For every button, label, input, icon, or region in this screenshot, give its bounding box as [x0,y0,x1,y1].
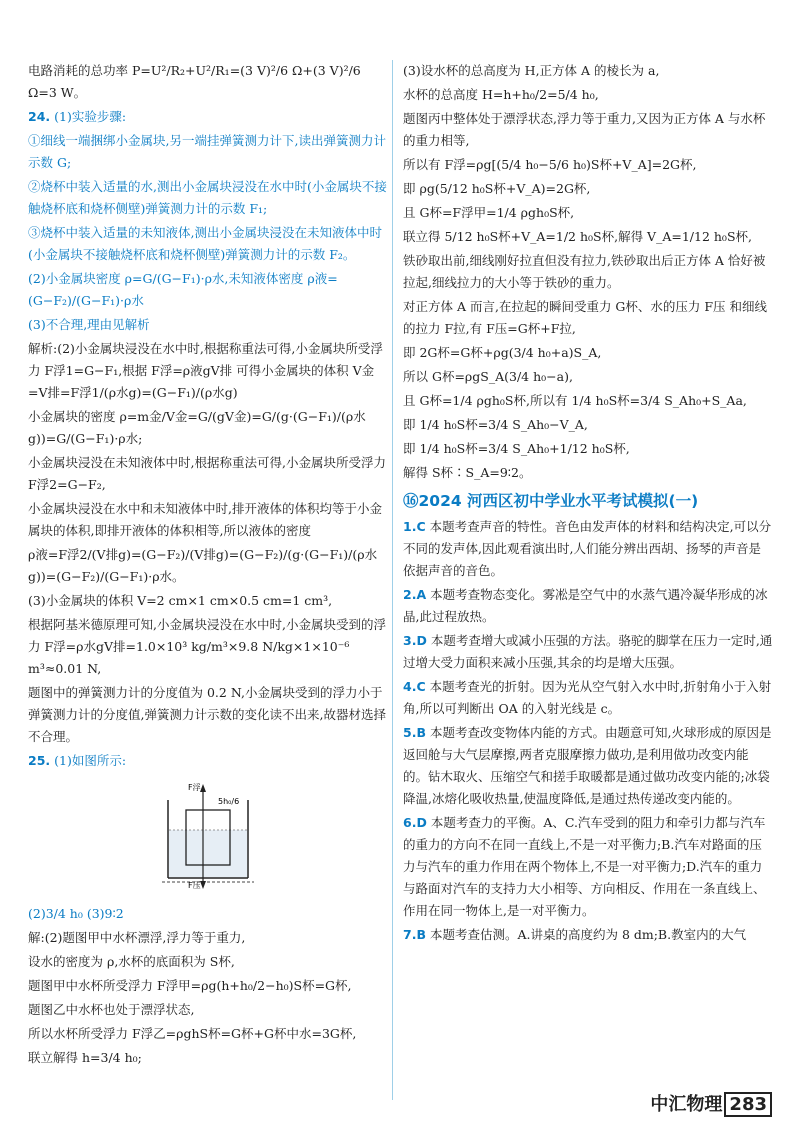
q25-solution-2: 设水的密度为 ρ,水杯的底面积为 S杯, [28,954,235,969]
q24-analysis-1: 解析:(2)小金属块浸没在水中时,根据称重法可得,小金属块所受浮力 F浮1=G−F₁,根据 F浮=ρ液gV排 可得小金属块的体积 V金=V排=F浮1/(ρ水g)=(G−F₁)/(ρ水g) [28,341,383,400]
q24-analysis-6: (3)小金属块的体积 V=2 cm×1 cm×0.5 cm=1 cm³, [28,593,333,608]
answer-item [403,516,773,582]
left-column [28,60,388,1071]
q25-number: 25. [28,753,51,768]
q25-cont-11: 所以 G杯=ρgS_A(3/4 h₀−a), [403,369,573,384]
q25-solution-3: 题图甲中水杯所受浮力 F浮甲=ρg(h+h₀/2−h₀)S杯=G杯, [28,978,352,993]
answer-item-number: 3.D [403,633,427,648]
answer-item-text: 本题考查物态变化。雾凇是空气中的水蒸气遇冷凝华形成的冰晶,此过程放热。 [403,587,768,624]
force-down-arrowhead [200,881,206,889]
answer-item-text: 本题考查力的平衡。A、C.汽车受到的阻力和牵引力都与汽车的重力的方向不在同一直线上,不是一对平衡力;B.汽车对路面的压力与汽车的重力作用在两个物体上,不是一对平衡力;D.汽车的重力与路面对汽车的支持力大小相等、方向相反、作用在一条直线上、作用在同一物体上,是一对平衡力。 [403,815,766,918]
answer-list [403,516,773,946]
q25-cont-6: 且 G杯=F浮甲=1/4 ρgh₀S杯, [403,205,575,220]
q25-cont-3: 题图丙中整体处于漂浮状态,浮力等于重力,又因为正方体 A 与水杯的重力相等, [403,111,766,148]
force-up-arrowhead [200,784,206,792]
page-footer [650,1090,772,1116]
q25-part1 [28,750,388,772]
q25-cont-9: 对正方体 A 而言,在拉起的瞬间受重力 G杯、水的压力 F压 和细线的拉力 F拉,有 F压=G杯+F拉, [403,299,768,336]
q25-cont-5: 即 ρg(5/12 h₀S杯+V_A)=2G杯, [403,181,591,196]
q24-number: 24. [28,109,51,124]
q24-step1: ①细线一端捆绑小金属块,另一端挂弹簧测力计下,读出弹簧测力计示数 G; [28,133,386,170]
answer-item [403,630,773,674]
answer-item [403,812,773,922]
answer-item [403,924,773,946]
power-formula-line: 电路消耗的总功率 P=U²/R₂+U²/R₁=(3 V)²/6 Ω+(3 V)²/6 Ω=3 W。 [28,63,361,100]
q25-cont-13: 即 1/4 h₀S杯=3/4 S_Ah₀−V_A, [403,417,588,432]
q25-part1-label: (1)如图所示: [54,753,127,768]
answer-item-text: 本题考查声音的特性。音色由发声体的材料和结构决定,可以分不同的发声体,因此观看演出时,人们能分辨出西胡、扬琴的声音是依据声音的音色。 [403,519,772,578]
q25-solution-4: 题图乙中水杯也处于漂浮状态, [28,1002,195,1017]
q24-analysis-7: 根据阿基米德原理可知,小金属块浸没在水中时,小金属块受到的浮力 F浮=ρ水gV排=1.0×10³ kg/m³×9.8 N/kg×1×10⁻⁶ m³≈0.01 N, [28,617,386,676]
fig-label-f-down: F压 [188,881,201,890]
right-column [403,60,773,948]
q24-analysis-8: 题图中的弹簧测力计的分度值为 0.2 N,小金属块受到的浮力小于弹簧测力计的分度值,弹簧测力计示数的变化读不出来,故器材选择不合理。 [28,685,386,744]
q24-part1-head [28,106,388,128]
q25-answers: (2)3/4 h₀ (3)9∶2 [28,906,124,921]
answer-item-number: 1.C [403,519,426,534]
q25-cont-1: (3)设水杯的总高度为 H,正方体 A 的棱长为 a, [403,63,660,78]
q25-cont-14: 即 1/4 h₀S杯=3/4 S_Ah₀+1/12 h₀S杯, [403,441,630,456]
q25-solution-6: 联立解得 h=3/4 h₀; [28,1050,142,1065]
answer-item-number: 2.A [403,587,427,602]
section-heading [403,490,773,512]
section-title-text: 2024 河西区初中学业水平考试模拟(一) [418,492,699,510]
q24-analysis-5: ρ液=F浮2/(V排g)=(G−F₂)/(V排g)=(G−F₂)/(g·(G−F₁)/(ρ水g))=(G−F₂)/(G−F₁)·ρ水。 [28,547,378,584]
footer-brand: 中汇物理 [650,1094,723,1115]
answer-item [403,676,773,720]
answer-item [403,584,773,628]
fig-label-f-up: F浮 [188,783,201,792]
water-fill [169,830,247,877]
q24-step2: ②烧杯中装入适量的水,测出小金属块浸没在水中时(小金属块不接触烧杯底和烧杯侧壁)弹簧测力计的示数 F₁; [28,179,387,216]
q25-solution-5: 所以水杯所受浮力 F浮乙=ρghS杯=G杯+G杯中水=3G杯, [28,1026,357,1041]
q24-analysis-2: 小金属块的密度 ρ=m金/V金=G/(gV金)=G/(g·(G−F₁)/(ρ水g))=G/(G−F₁)·ρ水; [28,409,366,446]
answer-item-text: 本题考查增大或减小压强的方法。骆驼的脚掌在压力一定时,通过增大受力面积来减小压强,其余的均是增大压强。 [403,633,773,670]
q24-part2: (2)小金属块密度 ρ=G/(G−F₁)·ρ水,未知液体密度 ρ液=(G−F₂)/(G−F₁)·ρ水 [28,271,338,308]
q25-solution-1: 解:(2)题图甲中水杯漂浮,浮力等于重力, [28,930,246,945]
page-number: 283 [724,1092,772,1117]
q25-cont-7: 联立得 5/12 h₀S杯+V_A=1/2 h₀S杯,解得 V_A=1/12 h₀S杯, [403,229,752,244]
answer-item-text: 本题考查估测。A.讲桌的高度约为 8 dm;B.教室内的大气 [429,927,747,942]
q25-cont-10: 即 2G杯=G杯+ρg(3/4 h₀+a)S_A, [403,345,602,360]
q24-analysis-4: 小金属块浸没在水中和未知液体中时,排开液体的体积均等于小金属块的体积,即排开液体的体积相等,所以液体的密度 [28,501,382,538]
section-number: ⑯ [403,492,419,510]
q25-cont-8: 铁砂取出前,细线刚好拉直但没有拉力,铁砂取出后正方体 A 恰好被拉起,细线拉力的大小等于铁砂的重力。 [403,253,766,290]
column-divider [392,60,393,1100]
q24-part1-label: (1)实验步骤: [54,109,127,124]
answer-item-number: 5.B [403,725,426,740]
answer-item-text: 本题考查改变物体内能的方式。由题意可知,火球形成的原因是返回舱与大气层摩擦,两者克服摩擦力做功,是利用做功改变内能的。钻木取火、压缩空气和搓手取暖都是通过做功改变内能的;冰袋降温,冰熔化吸收热量,使温度降低,是通过热传递改变内能的。 [403,725,772,806]
q25-cont-2: 水杯的总高度 H=h+h₀/2=5/4 h₀, [403,87,599,102]
q24-step3: ③烧杯中装入适量的未知液体,测出小金属块浸没在未知液体中时(小金属块不接触烧杯底和烧杯侧壁)弹簧测力计的示数 F₂。 [28,225,382,262]
answer-item-number: 7.B [403,927,426,942]
answer-item-text: 本题考查光的折射。因为光从空气射入水中时,折射角小于入射角,所以可判断出 OA 的入射光线是 c。 [403,679,772,716]
q24-analysis-3: 小金属块浸没在未知液体中时,根据称重法可得,小金属块所受浮力 F浮2=G−F₂, [28,455,386,492]
force-diagram-figure [148,780,268,890]
answer-item-number: 4.C [403,679,426,694]
q25-cont-4: 所以有 F浮=ρg[(5/4 h₀−5/6 h₀)S杯+V_A]=2G杯, [403,157,697,172]
q25-cont-12: 且 G杯=1/4 ρgh₀S杯,所以有 1/4 h₀S杯=3/4 S_Ah₀+S_Aa, [403,393,747,408]
fig-label-height: 5h₀/6 [218,797,240,806]
q25-cont-15: 解得 S杯∶S_A=9∶2。 [403,465,532,480]
q24-part3: (3)不合理,理由见解析 [28,317,150,332]
answer-item-number: 6.D [403,815,427,830]
answer-item [403,722,773,810]
